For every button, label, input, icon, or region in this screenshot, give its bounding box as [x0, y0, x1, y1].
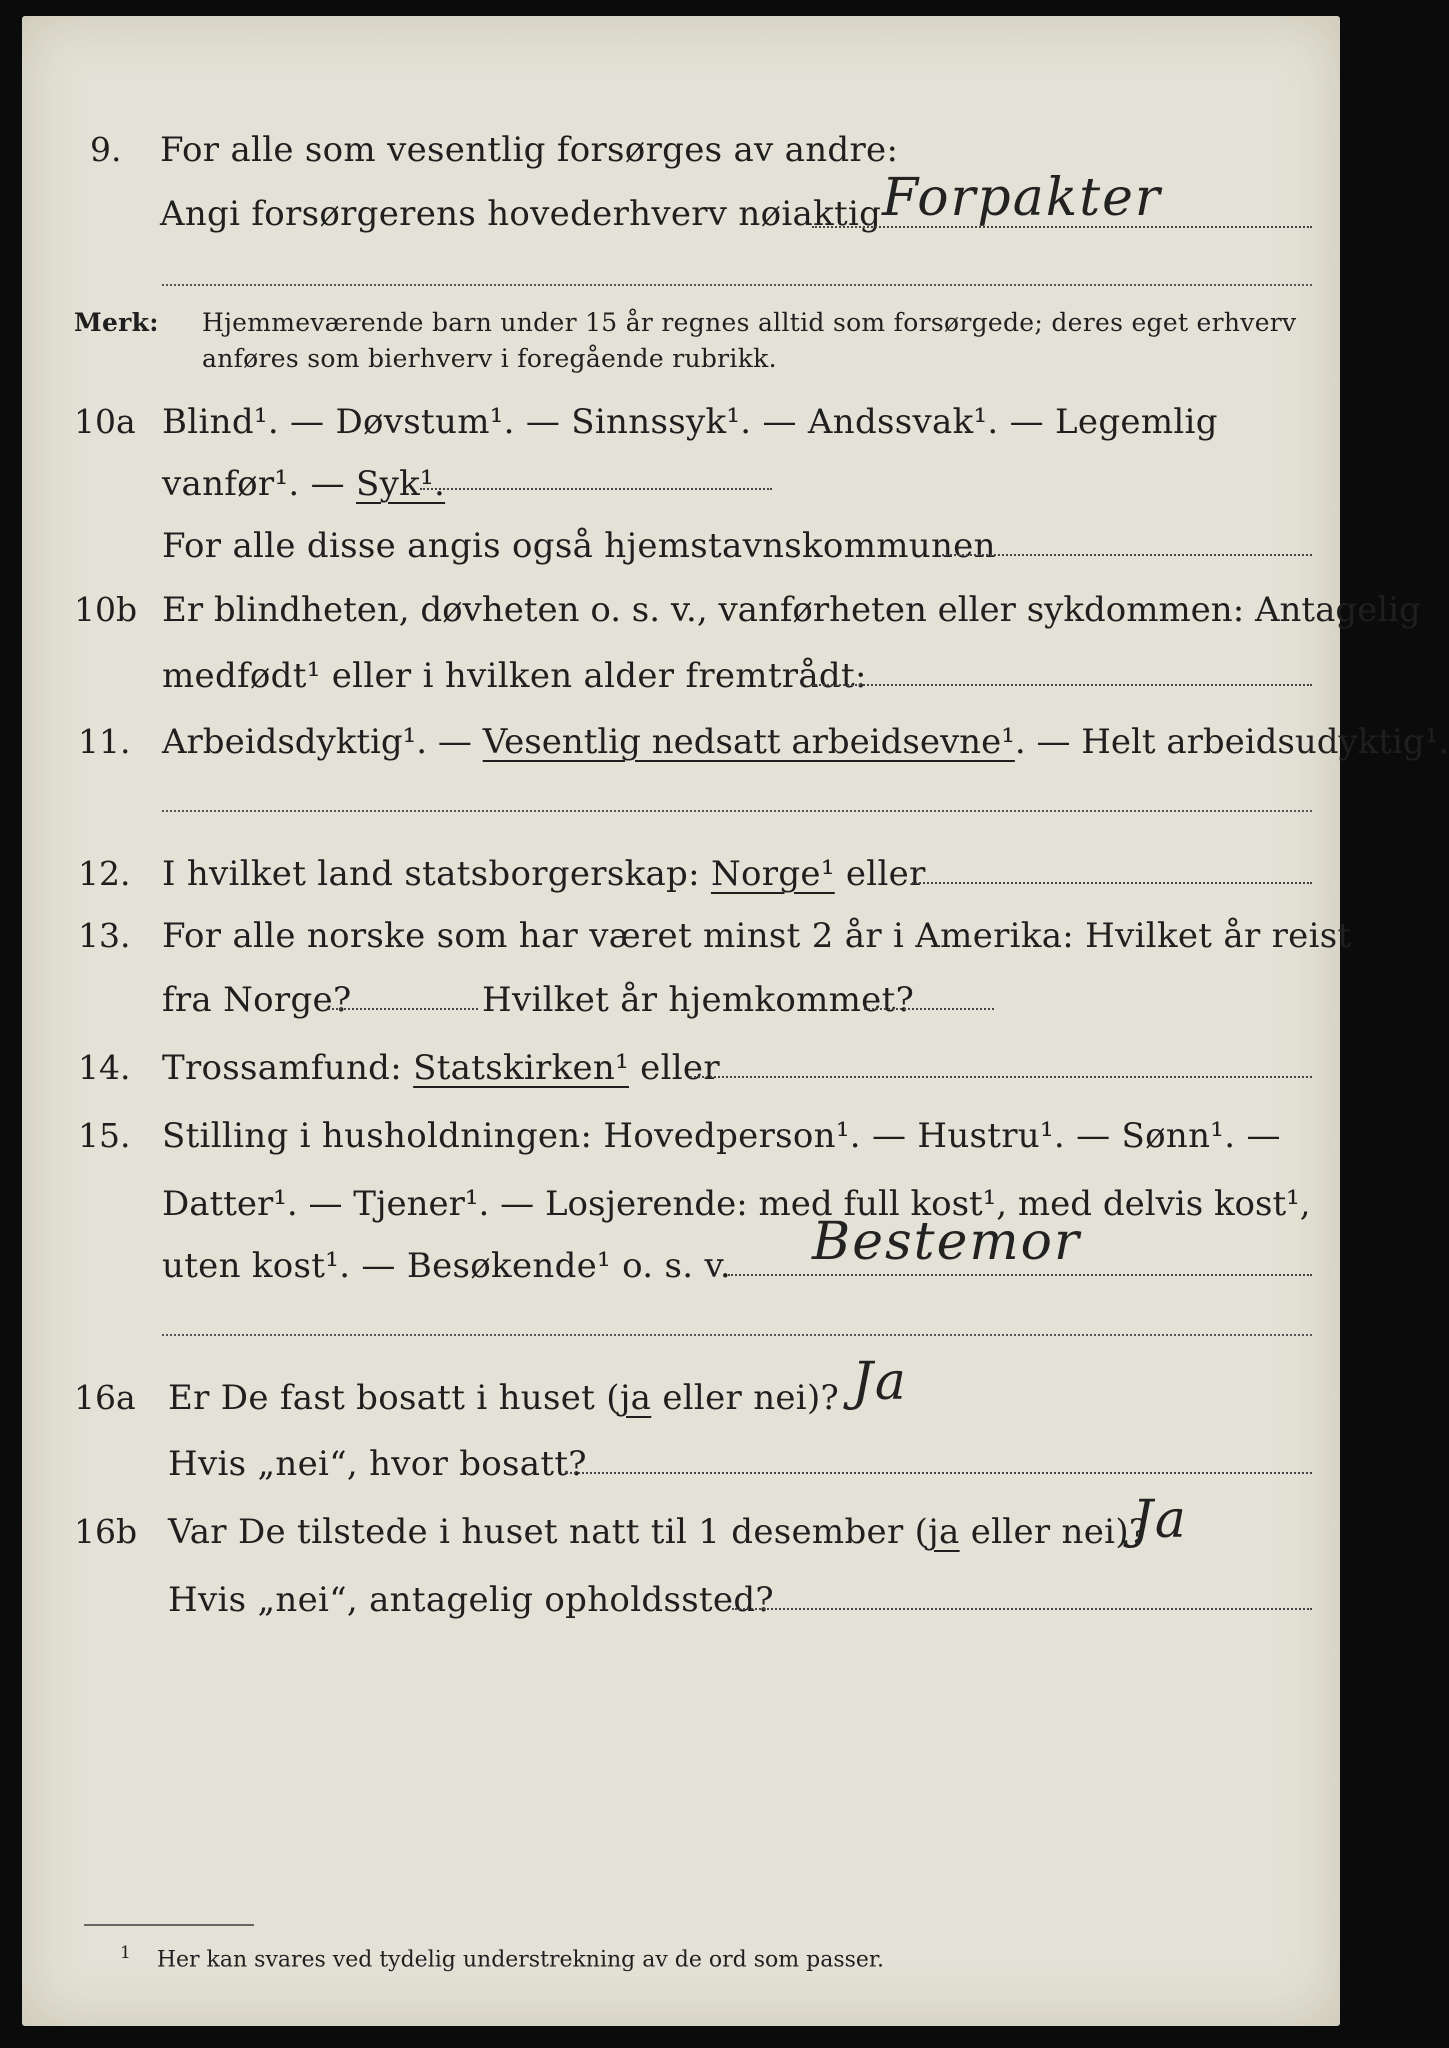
option-text: eller [629, 1048, 720, 1088]
question-number: 11. [78, 722, 131, 761]
answer-line [732, 1608, 1312, 1610]
underlined-option: Syk¹. [356, 464, 446, 504]
option-text: eller nei)? [959, 1512, 1148, 1552]
question-text: medfødt¹ eller i hvilken alder fremtrådt: [162, 656, 867, 696]
footnote-mark: 1 [120, 1943, 131, 1963]
question-text: For alle norske som har været minst 2 år i Amerika: Hvilket år reist [162, 916, 1352, 956]
handwritten-answer: Ja [1132, 1490, 1188, 1550]
question-number: 14. [78, 1048, 131, 1087]
answer-line [942, 554, 1312, 556]
note-text: anføres som bierhverv i foregående rubrikk. [202, 344, 777, 373]
option-text: Trossamfund: [162, 1048, 414, 1088]
question-text: Hvis „nei“, hvor bosatt? [168, 1444, 587, 1484]
question-text [162, 722, 1449, 762]
note-text: Hjemmeværende barn under 15 år regnes alltid som forsørgede; deres eget erhverv [202, 308, 1297, 337]
question-text: Hvis „nei“, antagelig opholdssted? [168, 1580, 774, 1620]
option-text: vanfør¹. — [162, 464, 357, 504]
option-text: I hvilket land statsborgerskap: [162, 854, 711, 894]
question-number: 16a [74, 1378, 136, 1417]
question-text [162, 1048, 720, 1088]
question-number: 10a [74, 402, 136, 441]
question-text: For alle disse angis også hjemstavnskommunen [162, 526, 996, 566]
question-number: 9. [90, 130, 122, 169]
handwritten-answer: Bestemor [812, 1212, 1081, 1272]
answer-line [912, 882, 1312, 884]
footnote-text: Her kan svares ved tydelig understrekning av de ord som passer. [156, 1947, 885, 1973]
question-text [168, 1378, 839, 1418]
footnote-rule [84, 1924, 254, 1926]
underlined-option: Statskirken¹ [413, 1048, 630, 1088]
answer-line [812, 684, 1312, 686]
option-text: eller [834, 854, 926, 894]
handwritten-answer: Ja [852, 1352, 908, 1412]
underlined-option: Norge¹ [710, 854, 835, 894]
question-text: uten kost¹. — Besøkende¹ o. s. v. [162, 1246, 732, 1286]
option-text: Var De tilstede i huset natt til 1 desember ( [168, 1512, 929, 1552]
answer-line [690, 1076, 1312, 1078]
answer-line [420, 488, 772, 490]
footnote [120, 1938, 884, 1975]
question-text: Blind¹. — Døvstum¹. — Sinnssyk¹. — Andssvak¹. — Legemlig [162, 402, 1218, 442]
answer-line [328, 1008, 478, 1010]
question-number: 10b [74, 590, 138, 629]
underlined-option: ja [928, 1512, 960, 1552]
question-text: fra Norge? [162, 980, 352, 1020]
option-text: Er De fast bosatt i huset ( [168, 1378, 620, 1418]
option-text: Arbeidsdyktig¹. — [162, 722, 483, 762]
option-text: . — Helt arbeidsudyktig¹. [1014, 722, 1449, 762]
note-label: Merk: [74, 308, 159, 337]
question-text: Angi forsørgerens hovederhverv nøiaktig [160, 194, 882, 234]
question-text [162, 854, 926, 894]
question-text [162, 464, 445, 504]
question-number: 12. [78, 854, 131, 893]
separator-line [162, 1334, 1312, 1336]
handwritten-answer: Forpakter [882, 168, 1162, 228]
census-form-page [22, 16, 1449, 2026]
option-text: eller nei)? [651, 1378, 840, 1418]
question-number: 15. [78, 1116, 131, 1155]
question-text: Stilling i husholdningen: Hovedperson¹. — Hustru¹. — Sønn¹. — [162, 1116, 1281, 1156]
question-text: Er blindheten, døvheten o. s. v., vanførheten eller sykdommen: Antagelig [162, 590, 1421, 630]
answer-line [728, 1274, 1312, 1276]
question-text: For alle som vesentlig forsørges av andre: [160, 130, 899, 170]
question-number: 16b [74, 1512, 138, 1551]
separator-line [162, 810, 1312, 812]
question-text: Datter¹. — Tjener¹. — Losjerende: med full kost¹, med delvis kost¹, [162, 1184, 1311, 1224]
answer-line [566, 1472, 1312, 1474]
question-text [168, 1512, 1147, 1552]
underlined-option: ja [619, 1378, 652, 1418]
separator-line [162, 284, 1312, 286]
answer-line [864, 1008, 994, 1010]
underlined-option: Vesentlig nedsatt arbeidsevne¹ [482, 722, 1015, 762]
question-number: 13. [78, 916, 131, 955]
question-text: Hvilket år hjemkommet? [482, 980, 915, 1020]
